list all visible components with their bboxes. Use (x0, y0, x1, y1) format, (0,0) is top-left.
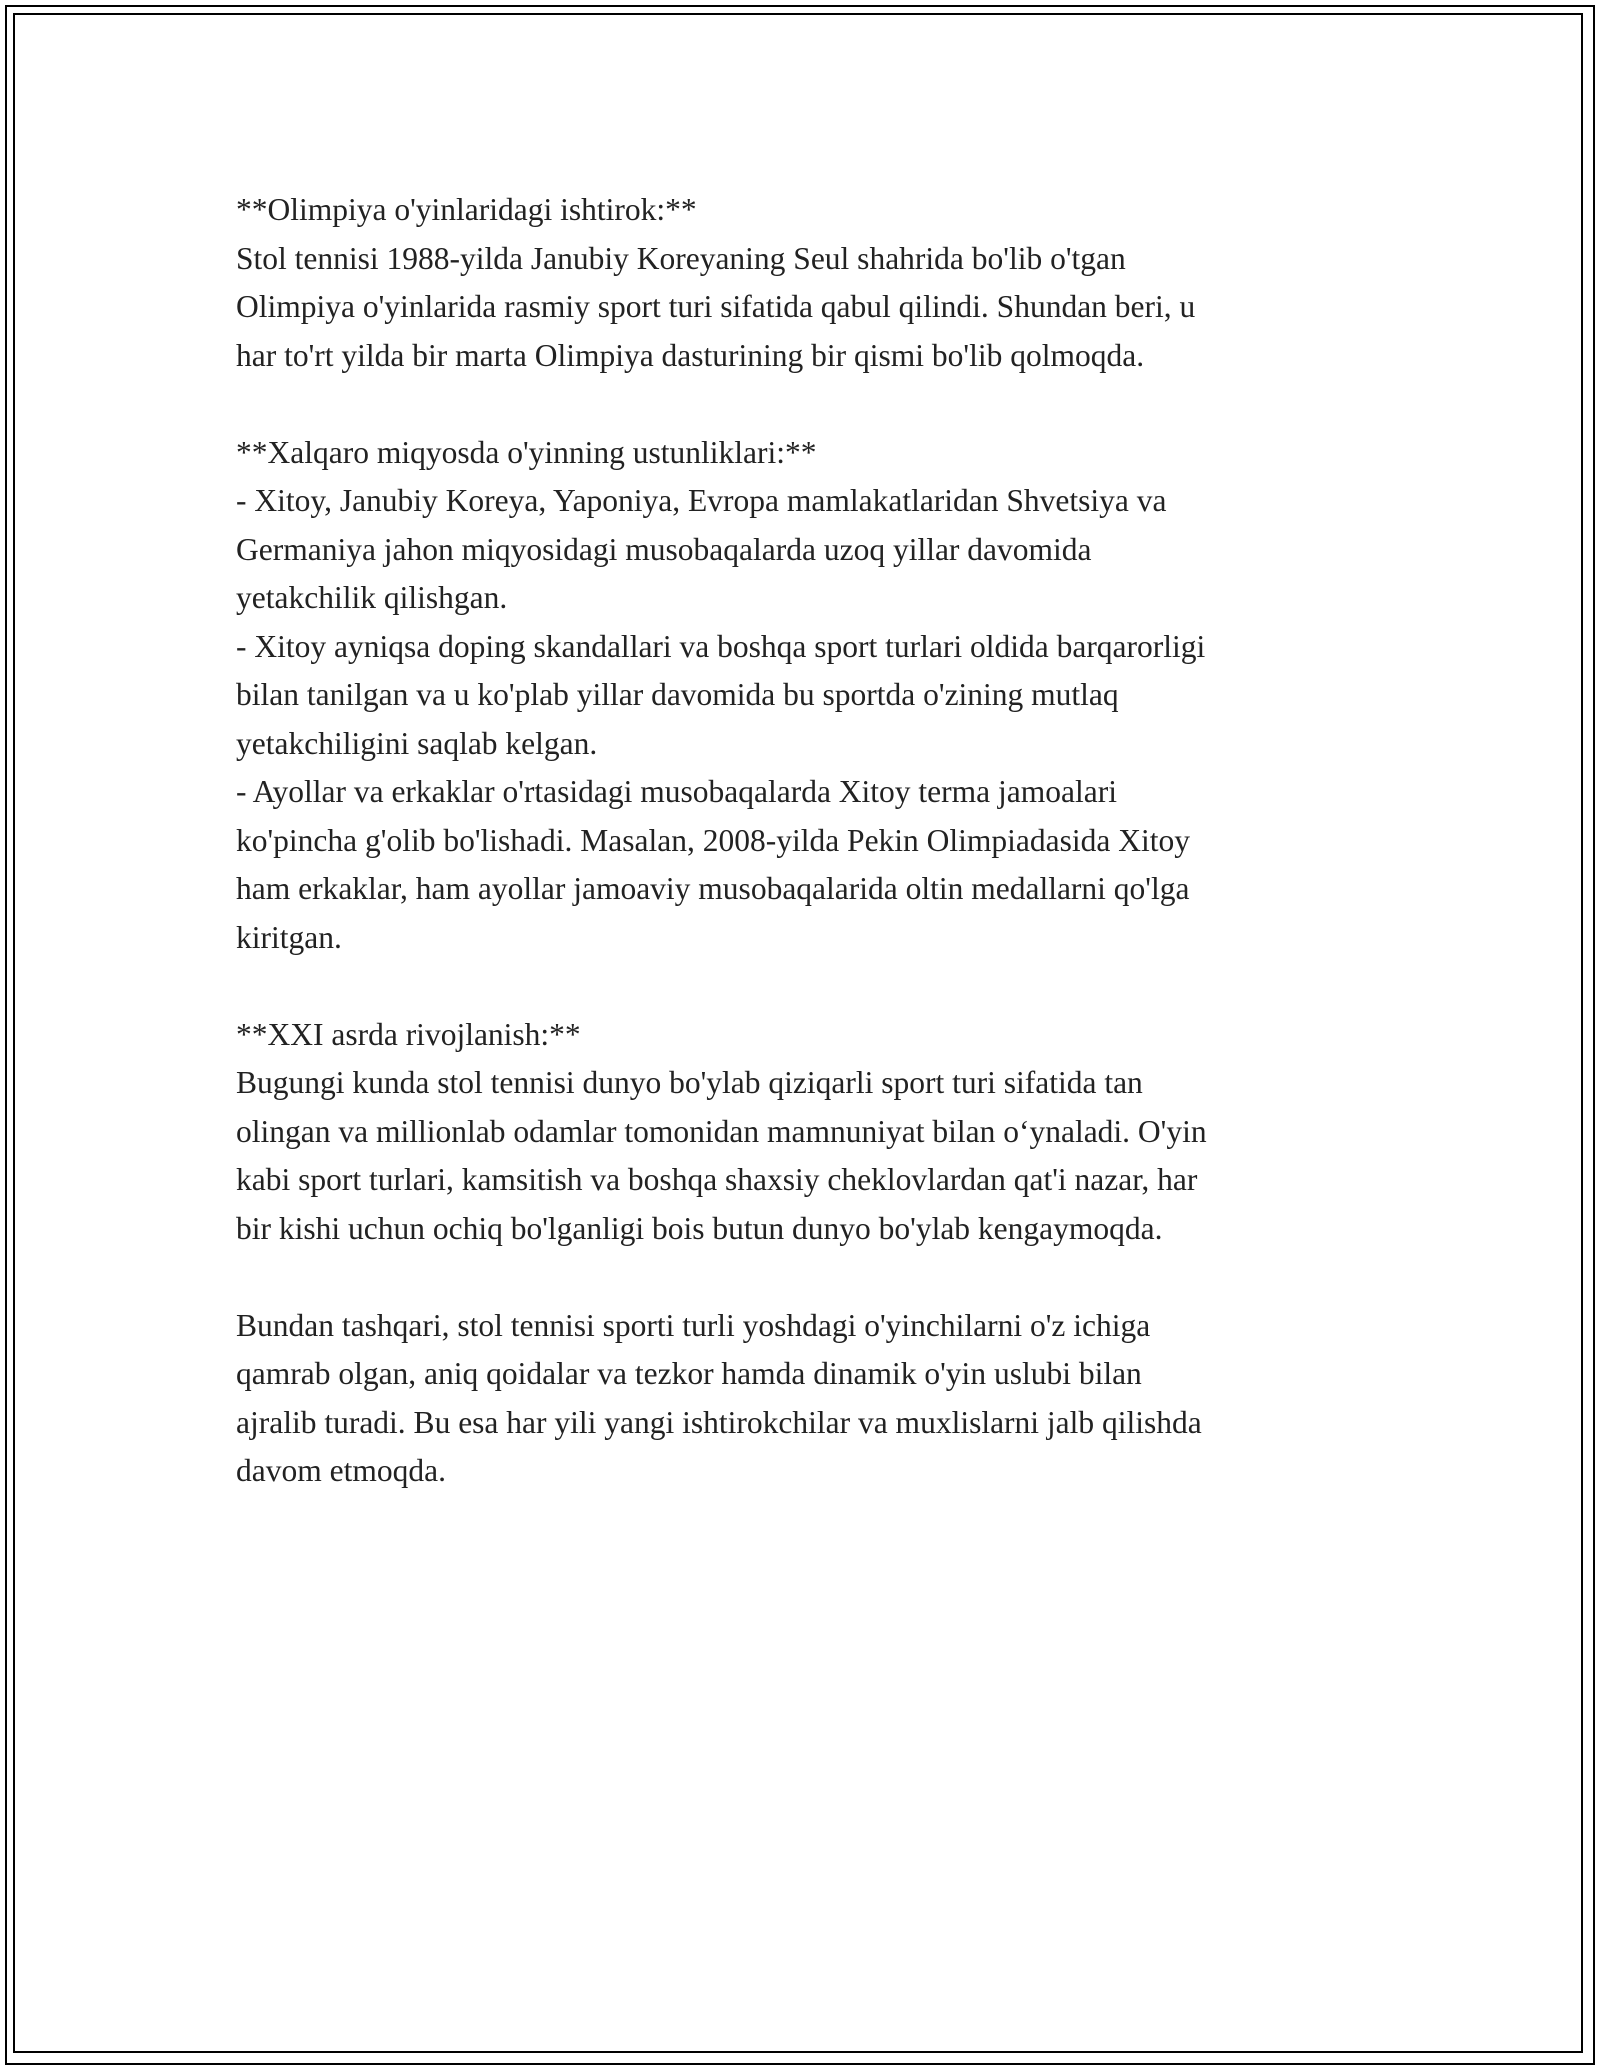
document-body (236, 186, 1376, 1544)
list-item-line: Germaniya jahon miqyosidagi musobaqalarda uzoq yillar davomida (236, 531, 1092, 567)
paragraph-line: har to'rt yilda bir marta Olimpiya dasturining bir qismi bo'lib qolmoqda. (236, 337, 1145, 373)
list-item-line: - Xitoy, Janubiy Koreya, Yaponiya, Evropa mamlakatlaridan Shvetsiya va (236, 483, 1167, 518)
list-item-line: - Ayollar va erkaklar o'rtasidagi musobaqalarda Xitoy terma jamoalari (236, 774, 1117, 809)
list-item-line: ko'pincha g'olib bo'lishadi. Masalan, 2008-yilda Pekin Olimpiadasida Xitoy (236, 822, 1191, 858)
list-item-line: kiritgan. (236, 919, 342, 955)
list-item-line: yetakchiligini saqlab kelgan. (236, 725, 598, 761)
paragraph-line: ajralib turadi. Bu esa har yili yangi ishtirokchilar va muxlislarni jalb qilishda (236, 1404, 1202, 1440)
paragraph-line: olingan va millionlab odamlar tomonidan mamnuniyat bilan o‘ynaladi. O'yin (236, 1113, 1207, 1149)
list-item-line: yetakchilik qilishgan. (236, 580, 508, 615)
paragraph-line: bir kishi uchun ochiq bo'lganligi bois butun dunyo bo'ylab kengaymoqda. (236, 1210, 1163, 1246)
paragraph-line: qamrab olgan, aniq qoidalar va tezkor hamda dinamik o'yin uslubi bilan (236, 1356, 1142, 1391)
paragraph-line: davom etmoqda. (236, 1453, 446, 1488)
section-heading: **Olimpiya o'yinlaridagi ishtirok:** (236, 192, 697, 227)
paragraph-line: Olimpiya o'yinlarida rasmiy sport turi sifatida qabul qilindi. Shundan beri, u (236, 289, 1196, 324)
section-heading: **XXI asrda rivojlanish:** (236, 1016, 581, 1052)
section-21st-century-development (236, 1011, 1376, 1254)
list-item-line: ham erkaklar, ham ayollar jamoaviy musobaqalarida oltin medallarni qo'lga (236, 871, 1190, 906)
paragraph-line: Bundan tashqari, stol tennisi sporti turli yoshdagi o'yinchilarni o'z ichiga (236, 1307, 1151, 1343)
paragraph-line: kabi sport turlari, kamsitish va boshqa shaxsiy cheklovlardan qat'i nazar, har (236, 1162, 1198, 1197)
list-item-line: bilan tanilgan va u ko'plab yillar davomida bu sportda o'zining mutlaq (236, 677, 1119, 712)
section-conclusion-paragraph (236, 1302, 1376, 1496)
section-olympic-participation (236, 186, 1376, 380)
list-item-line: - Xitoy ayniqsa doping skandallari va boshqa sport turlari oldida barqarorligi (236, 628, 1206, 664)
section-heading: **Xalqaro miqyosda o'yinning ustunliklari:** (236, 434, 817, 470)
paragraph-line: Stol tennisi 1988-yilda Janubiy Koreyaning Seul shahrida bo'lib o'tgan (236, 240, 1126, 276)
section-international-advantages (236, 429, 1376, 963)
paragraph-line: Bugungi kunda stol tennisi dunyo bo'ylab qiziqarli sport turi sifatida tan (236, 1065, 1143, 1100)
